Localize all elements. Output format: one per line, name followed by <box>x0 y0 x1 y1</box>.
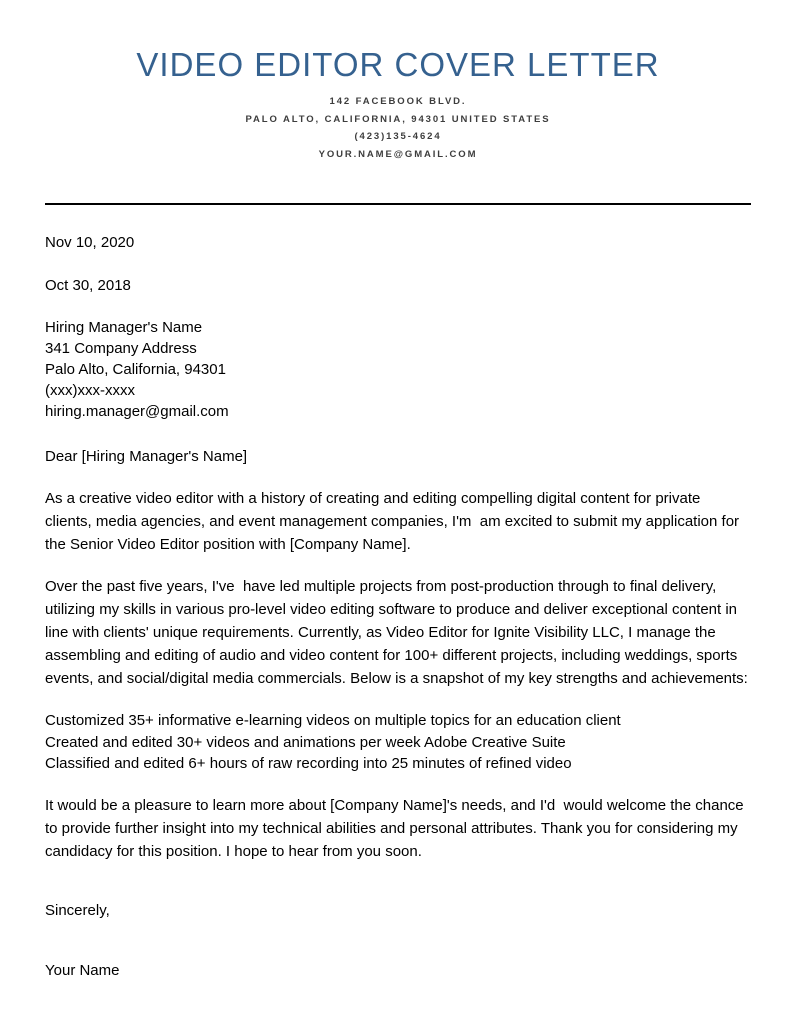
paragraph-experience: Over the past five years, I've have led multiple projects from post-production through to final delivery, utilizing my skills in various pro-level video editing software to produce and deliver exceptional content in line with clients' unique requirements. Currently, as Video Editor for Ignite Visibility LLC, I manage the assembling and editing of audio and video content for 100+ different projects, including weddings, sports events, and social/digital media commercials. Below is a snapshot of my key strengths and achievements: <box>45 578 748 687</box>
recipient-address-line2: Palo Alto, California, 94301 <box>45 361 226 378</box>
letterhead <box>45 46 751 163</box>
letterhead-street-address: 142 FACEBOOK BLVD. <box>329 96 467 107</box>
page-title: VIDEO EDITOR COVER LETTER <box>136 46 660 83</box>
recipient-address-line1: 341 Company Address <box>45 340 197 357</box>
letterhead-city-state: PALO ALTO, CALIFORNIA, 94301 UNITED STATES <box>245 113 551 125</box>
recipient-phone: (xxx)xxx-xxxx <box>45 382 135 399</box>
achievements-list <box>45 710 751 775</box>
recipient-block <box>45 317 751 422</box>
date-secondary: Oct 30, 2018 <box>45 277 131 294</box>
paragraph-introduction: As a creative video editor with a history of creating and editing compelling digital content for private clients, media agencies, and event management companies, I'm am excited to submit my application for the Senior Video Editor position with [Company Name]. <box>45 490 744 553</box>
recipient-email: hiring.manager@gmail.com <box>45 403 229 420</box>
letterhead-divider <box>45 203 751 205</box>
paragraph-closing: It would be a pleasure to learn more about [Company Name]'s needs, and I'd would welcome the chance to provide further insight into my technical abilities and personal attributes. Thank you for considering my candidacy for this position. I hope to hear from you soon. <box>45 796 748 860</box>
achievement-item: Created and edited 30+ videos and animations per week Adobe Creative Suite <box>45 733 566 751</box>
letterhead-email: YOUR.NAME@GMAIL.COM <box>318 148 478 160</box>
salutation: Dear [Hiring Manager's Name] <box>45 448 248 465</box>
recipient-name: Hiring Manager's Name <box>45 319 203 336</box>
achievement-item: Classified and edited 6+ hours of raw recording into 25 minutes of refined video <box>45 755 572 772</box>
letterhead-phone: (423)135-4624 <box>354 131 442 142</box>
letter-body <box>45 231 751 982</box>
achievement-item: Customized 35+ informative e-learning videos on multiple topics for an education client <box>45 712 621 729</box>
date-sent: Nov 10, 2020 <box>45 234 135 251</box>
signoff: Sincerely, <box>45 901 110 919</box>
signature-name: Your Name <box>45 961 120 979</box>
